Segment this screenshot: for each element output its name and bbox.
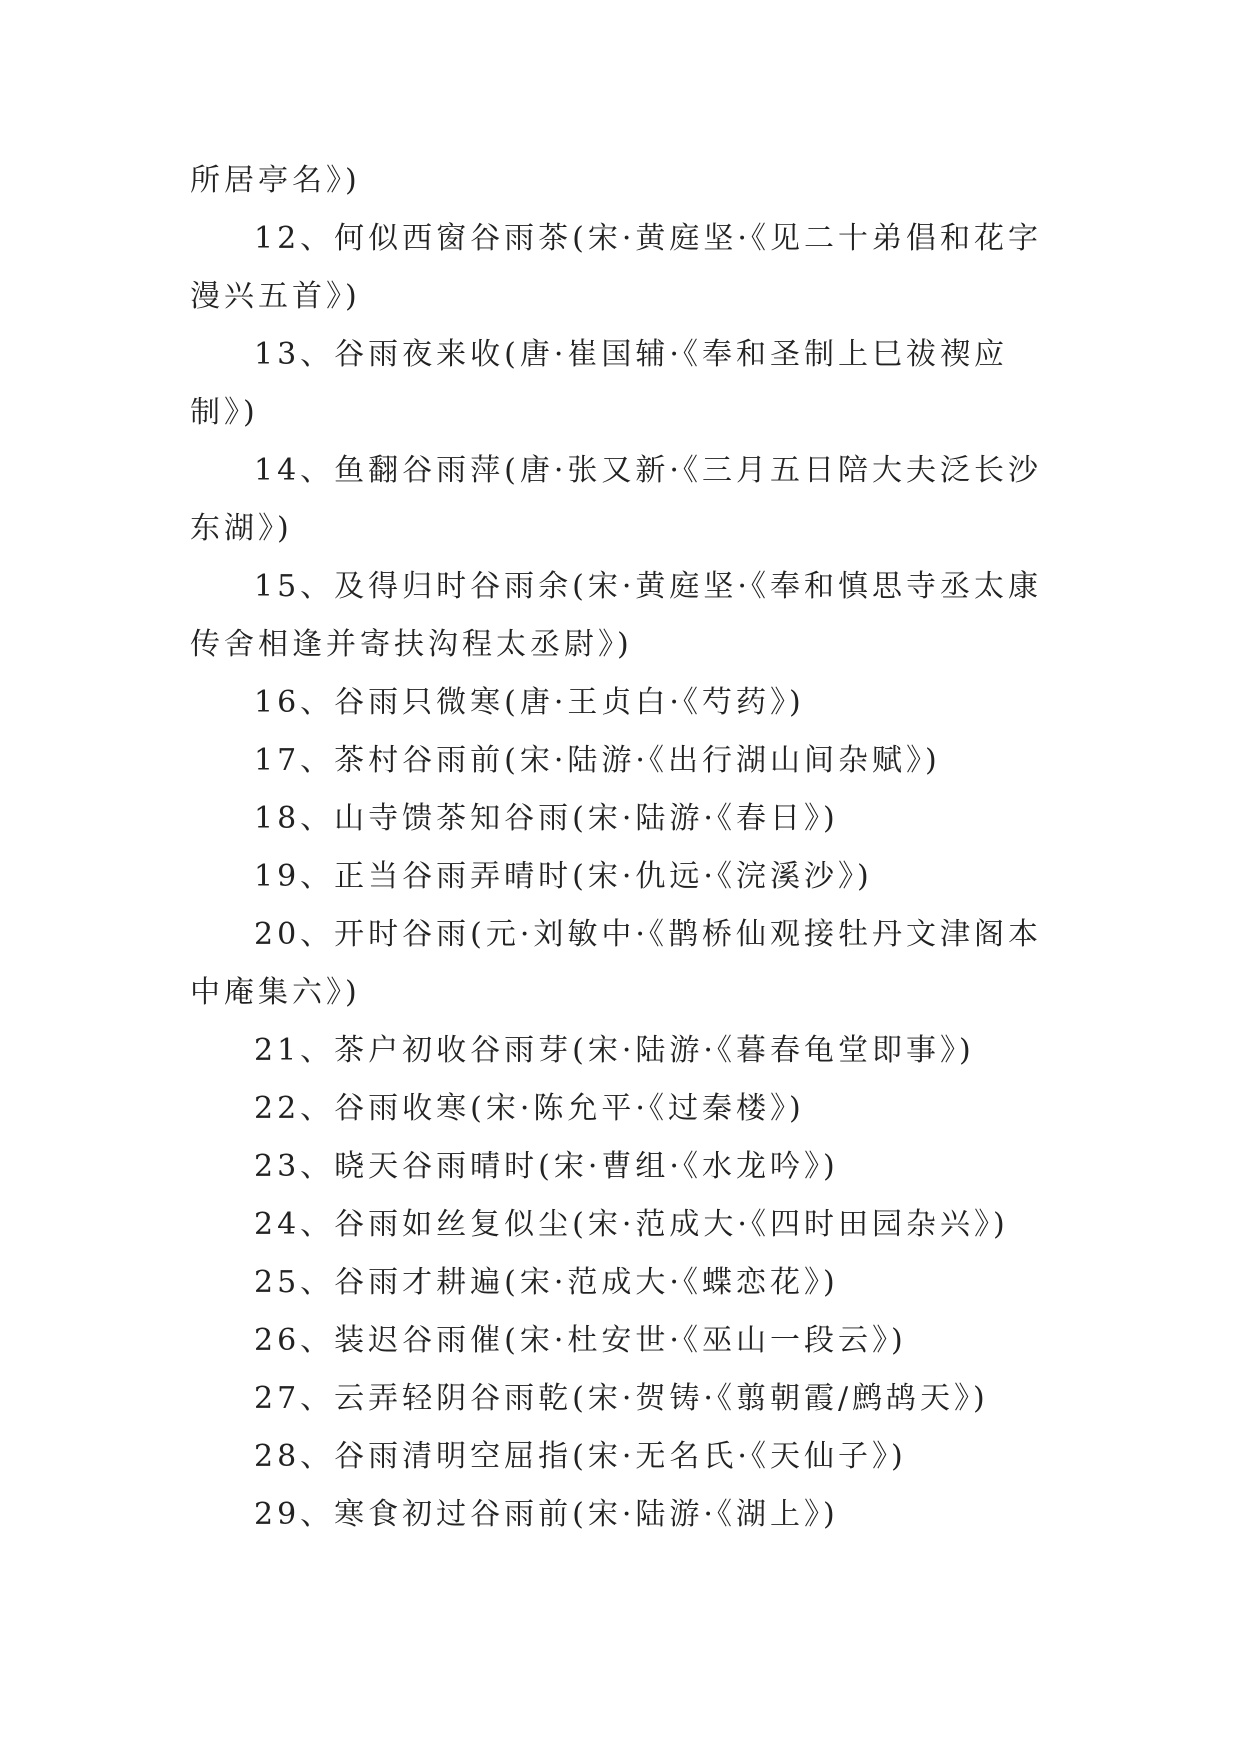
poem-line-27: 27、云弄轻阴谷雨乾(宋·贺铸·《翦朝霞/鹧鸪天》) (254, 1381, 989, 1416)
poem-line-18: 18、山寺馈茶知谷雨(宋·陆游·《春日》) (254, 801, 839, 836)
poem-line-21: 21、茶户初收谷雨芽(宋·陆游·《暮春龟堂即事》) (254, 1033, 975, 1068)
poem-line-13: 13、谷雨夜来收(唐·崔国辅·《奉和圣制上巳祓禊应制》) (190, 337, 1008, 430)
poem-line-26: 26、装迟谷雨催(宋·杜安世·《巫山一段云》) (254, 1323, 907, 1358)
poem-line-14: 14、鱼翻谷雨萍(唐·张又新·《三月五日陪大夫泛长沙东湖》) (190, 453, 1042, 546)
poem-line-17: 17、茶村谷雨前(宋·陆游·《出行湖山间杂赋》) (254, 743, 941, 778)
poem-line-19: 19、正当谷雨弄晴时(宋·仇远·《浣溪沙》) (254, 859, 873, 894)
poem-line-15: 15、及得归时谷雨余(宋·黄庭坚·《奉和慎思寺丞太康传舍相逢并寄扶沟程太丞尉》) (190, 569, 1042, 662)
poem-line-16: 16、谷雨只微寒(唐·王贞白·《芍药》) (254, 685, 805, 720)
poem-line-29: 29、寒食初过谷雨前(宋·陆游·《湖上》) (254, 1497, 839, 1532)
poem-line-28: 28、谷雨清明空屈指(宋·无名氏·《天仙子》) (254, 1439, 907, 1474)
poem-line-20: 20、开时谷雨(元·刘敏中·《鹊桥仙观接牡丹文津阁本中庵集六》) (190, 917, 1042, 1010)
poem-line-24: 24、谷雨如丝复似尘(宋·范成大·《四时田园杂兴》) (254, 1207, 1009, 1242)
poem-line-22: 22、谷雨收寒(宋·陈允平·《过秦楼》) (254, 1091, 805, 1126)
poem-line-12: 12、何似西窗谷雨茶(宋·黄庭坚·《见二十弟倡和花字漫兴五首》) (190, 221, 1042, 314)
document-page (190, 152, 1060, 1544)
poem-line-continuation: 所居亭名》) (190, 163, 361, 198)
poem-line-23: 23、晓天谷雨晴时(宋·曹组·《水龙吟》) (254, 1149, 839, 1184)
poem-line-25: 25、谷雨才耕遍(宋·范成大·《蝶恋花》) (254, 1265, 839, 1300)
